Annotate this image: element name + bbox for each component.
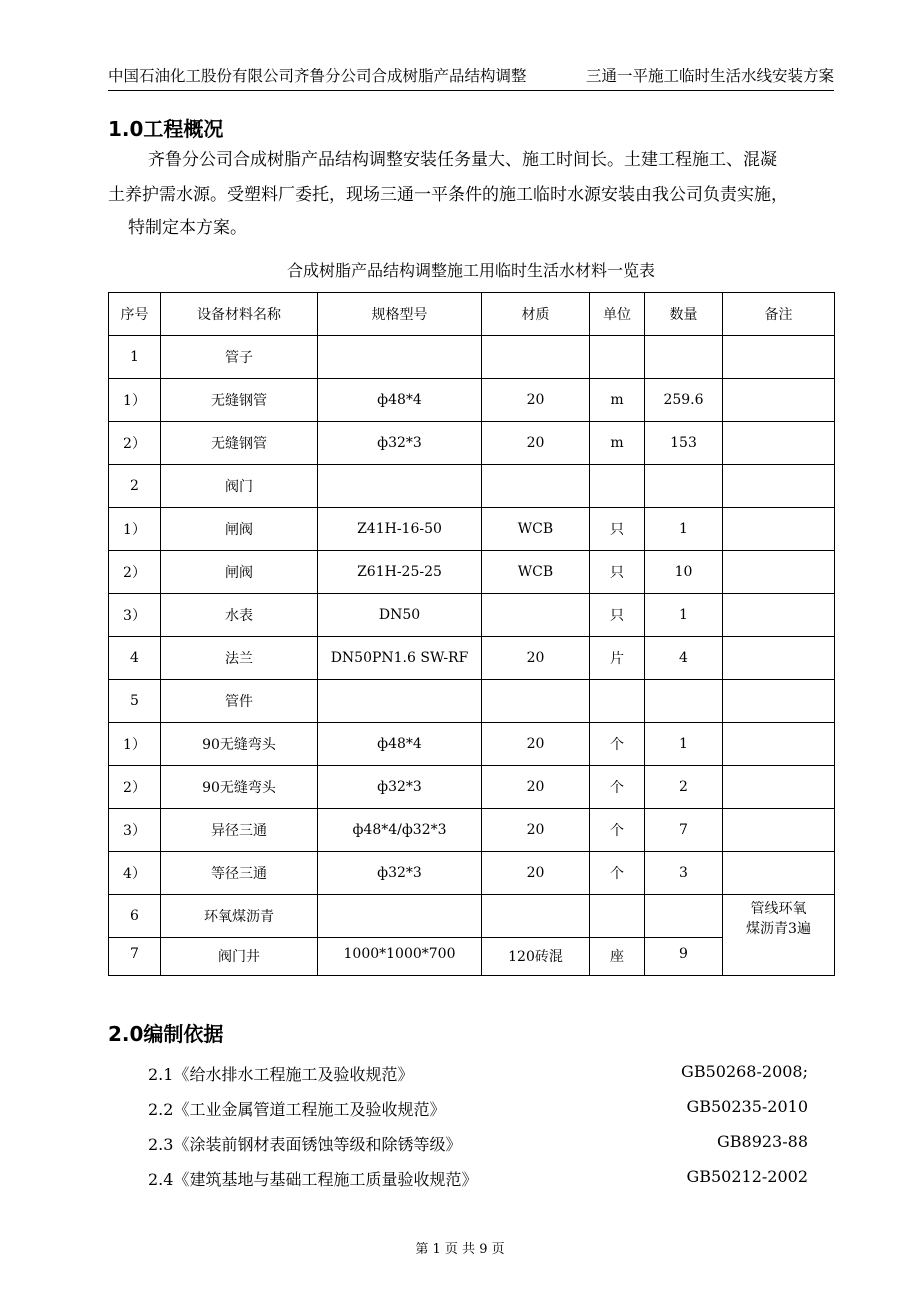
section-1-line-1: 齐鲁分公司合成树脂产品结构调整安装任务量大、施工时间长。土建工程施工、混凝 bbox=[148, 150, 777, 170]
cell-spec: ф32*3 bbox=[318, 422, 482, 465]
cell-spec: ф48*4 bbox=[318, 723, 482, 766]
cell-remark bbox=[723, 723, 835, 766]
table-row bbox=[109, 508, 835, 551]
cell-name: 管子 bbox=[161, 336, 318, 379]
col-header-spec: 规格型号 bbox=[318, 293, 482, 336]
col-header-remark: 备注 bbox=[723, 293, 835, 336]
cell-no: 3） bbox=[109, 809, 161, 852]
cell-remark bbox=[723, 680, 835, 723]
cell-unit: 个 bbox=[590, 852, 645, 895]
cell-unit: m bbox=[590, 379, 645, 422]
cell-name: 异径三通 bbox=[161, 809, 318, 852]
cell-name: 环氧煤沥青 bbox=[161, 895, 318, 938]
cell-no: 6 bbox=[109, 895, 161, 938]
cell-qty bbox=[645, 895, 723, 938]
cell-qty: 4 bbox=[645, 637, 723, 680]
cell-qty bbox=[645, 336, 723, 379]
standard-code: GB8923-88 bbox=[716, 1132, 808, 1151]
cell-spec bbox=[318, 680, 482, 723]
table-row bbox=[109, 422, 835, 465]
cell-remark bbox=[723, 336, 835, 379]
cell-unit: m bbox=[590, 422, 645, 465]
cell-remark bbox=[723, 508, 835, 551]
cell-material bbox=[482, 594, 590, 637]
standard-code: GB50235-2010 bbox=[686, 1097, 808, 1116]
cell-qty: 9 bbox=[645, 938, 723, 976]
cell-name: 无缝钢管 bbox=[161, 379, 318, 422]
cell-unit: 只 bbox=[590, 508, 645, 551]
col-header-material: 材质 bbox=[482, 293, 590, 336]
table-caption: 合成树脂产品结构调整施工用临时生活水材料一览表 bbox=[286, 261, 655, 280]
cell-material: 20 bbox=[482, 809, 590, 852]
standard-code: GB50212-2002 bbox=[686, 1167, 808, 1186]
cell-name: 管件 bbox=[161, 680, 318, 723]
cell-material: 20 bbox=[482, 766, 590, 809]
cell-remark bbox=[723, 766, 835, 809]
standard-item bbox=[148, 1062, 808, 1085]
cell-name: 90无缝弯头 bbox=[161, 766, 318, 809]
cell-name: 等径三通 bbox=[161, 852, 318, 895]
cell-spec: 1000*1000*700 bbox=[318, 938, 482, 976]
cell-qty bbox=[645, 465, 723, 508]
cell-qty: 10 bbox=[645, 551, 723, 594]
cell-qty: 1 bbox=[645, 508, 723, 551]
cell-material bbox=[482, 465, 590, 508]
cell-remark bbox=[723, 809, 835, 852]
cell-no: 7 bbox=[109, 938, 161, 976]
cell-unit: 座 bbox=[590, 938, 645, 976]
header-title: 三通一平施工临时生活水线安装方案 bbox=[585, 67, 834, 85]
cell-spec bbox=[318, 895, 482, 938]
section-1-title: 1.0工程概况 bbox=[108, 117, 224, 141]
table-row bbox=[109, 723, 835, 766]
standard-name: 2.1《给水排水工程施工及验收规范》 bbox=[148, 1065, 414, 1084]
cell-spec: ф48*4/ф32*3 bbox=[318, 809, 482, 852]
cell-unit bbox=[590, 895, 645, 938]
cell-material: 20 bbox=[482, 637, 590, 680]
cell-spec: Z41H-16-50 bbox=[318, 508, 482, 551]
cell-unit bbox=[590, 465, 645, 508]
cell-no: 1 bbox=[109, 336, 161, 379]
cell-no: 2） bbox=[109, 766, 161, 809]
cell-qty: 3 bbox=[645, 852, 723, 895]
standard-item bbox=[148, 1097, 808, 1120]
cell-no: 1） bbox=[109, 723, 161, 766]
cell-name: 闸阀 bbox=[161, 551, 318, 594]
cell-material: 20 bbox=[482, 379, 590, 422]
cell-unit: 只 bbox=[590, 594, 645, 637]
cell-unit: 个 bbox=[590, 809, 645, 852]
cell-no: 1） bbox=[109, 508, 161, 551]
col-header-unit: 单位 bbox=[590, 293, 645, 336]
cell-remark bbox=[723, 895, 835, 976]
cell-unit bbox=[590, 336, 645, 379]
cell-qty: 1 bbox=[645, 723, 723, 766]
standard-name: 2.2《工业金属管道工程施工及验收规范》 bbox=[148, 1100, 446, 1119]
cell-name: 法兰 bbox=[161, 637, 318, 680]
cell-unit: 个 bbox=[590, 766, 645, 809]
standard-name: 2.3《涂装前钢材表面锈蚀等级和除锈等级》 bbox=[148, 1135, 462, 1154]
cell-qty: 7 bbox=[645, 809, 723, 852]
table-row bbox=[109, 766, 835, 809]
table-row bbox=[109, 895, 835, 938]
cell-unit: 只 bbox=[590, 551, 645, 594]
standard-name: 2.4《建筑基地与基础工程施工质量验收规范》 bbox=[148, 1170, 478, 1189]
page-footer: 第 1 页 共 9 页 bbox=[415, 1242, 505, 1257]
cell-name: 水表 bbox=[161, 594, 318, 637]
cell-spec: DN50PN1.6 SW-RF bbox=[318, 637, 482, 680]
cell-no: 3） bbox=[109, 594, 161, 637]
cell-name: 90无缝弯头 bbox=[161, 723, 318, 766]
cell-no: 1） bbox=[109, 379, 161, 422]
table-row bbox=[109, 465, 835, 508]
cell-spec bbox=[318, 336, 482, 379]
remark-line: 煤沥青3遍 bbox=[746, 921, 811, 937]
table-row bbox=[109, 680, 835, 723]
cell-qty: 259.6 bbox=[645, 379, 723, 422]
standard-code: GB50268-2008; bbox=[681, 1062, 808, 1081]
cell-name: 阀门井 bbox=[161, 938, 318, 976]
standard-item bbox=[148, 1132, 808, 1155]
section-1-line-2: 土养护需水源。受塑料厂委托，现场三通一平条件的施工临时水源安装由我公司负责实施， bbox=[108, 185, 788, 205]
cell-no: 2） bbox=[109, 422, 161, 465]
cell-remark bbox=[723, 637, 835, 680]
section-2-title: 2.0编制依据 bbox=[108, 1022, 224, 1046]
cell-remark bbox=[723, 465, 835, 508]
cell-material: 120砖混 bbox=[482, 938, 590, 976]
cell-spec: Z61H-25-25 bbox=[318, 551, 482, 594]
page-header bbox=[108, 64, 834, 91]
cell-material: 20 bbox=[482, 723, 590, 766]
cell-no: 2） bbox=[109, 551, 161, 594]
cell-material bbox=[482, 895, 590, 938]
cell-name: 阀门 bbox=[161, 465, 318, 508]
cell-spec: ф32*3 bbox=[318, 852, 482, 895]
cell-material: 20 bbox=[482, 422, 590, 465]
table-row bbox=[109, 551, 835, 594]
col-header-no: 序号 bbox=[109, 293, 161, 336]
cell-qty: 2 bbox=[645, 766, 723, 809]
cell-no: 5 bbox=[109, 680, 161, 723]
cell-material bbox=[482, 680, 590, 723]
cell-spec: ф32*3 bbox=[318, 766, 482, 809]
cell-spec: DN50 bbox=[318, 594, 482, 637]
cell-unit: 片 bbox=[590, 637, 645, 680]
standard-item bbox=[148, 1167, 808, 1190]
cell-remark bbox=[723, 551, 835, 594]
materials-table bbox=[108, 292, 835, 976]
cell-material: WCB bbox=[482, 551, 590, 594]
cell-qty: 153 bbox=[645, 422, 723, 465]
cell-unit: 个 bbox=[590, 723, 645, 766]
table-body bbox=[109, 336, 835, 976]
cell-no: 2 bbox=[109, 465, 161, 508]
table-row bbox=[109, 336, 835, 379]
remark-line: 管线环氧 bbox=[750, 901, 807, 917]
col-header-name: 设备材料名称 bbox=[161, 293, 318, 336]
cell-name: 闸阀 bbox=[161, 508, 318, 551]
table-row bbox=[109, 594, 835, 637]
section-1-line-3: 特制定本方案。 bbox=[128, 218, 247, 238]
table-header-row bbox=[109, 293, 835, 336]
col-header-qty: 数量 bbox=[645, 293, 723, 336]
cell-no: 4） bbox=[109, 852, 161, 895]
table-row bbox=[109, 852, 835, 895]
cell-remark bbox=[723, 379, 835, 422]
cell-name: 无缝钢管 bbox=[161, 422, 318, 465]
cell-qty bbox=[645, 680, 723, 723]
cell-remark bbox=[723, 852, 835, 895]
cell-no: 4 bbox=[109, 637, 161, 680]
cell-unit bbox=[590, 680, 645, 723]
header-company: 中国石油化工股份有限公司齐鲁分公司合成树脂产品结构调整 bbox=[108, 67, 527, 85]
cell-remark bbox=[723, 594, 835, 637]
cell-material bbox=[482, 336, 590, 379]
cell-material: WCB bbox=[482, 508, 590, 551]
cell-spec bbox=[318, 465, 482, 508]
table-row bbox=[109, 809, 835, 852]
cell-remark bbox=[723, 422, 835, 465]
cell-spec: ф48*4 bbox=[318, 379, 482, 422]
table-row bbox=[109, 637, 835, 680]
cell-qty: 1 bbox=[645, 594, 723, 637]
cell-material: 20 bbox=[482, 852, 590, 895]
table-row bbox=[109, 379, 835, 422]
